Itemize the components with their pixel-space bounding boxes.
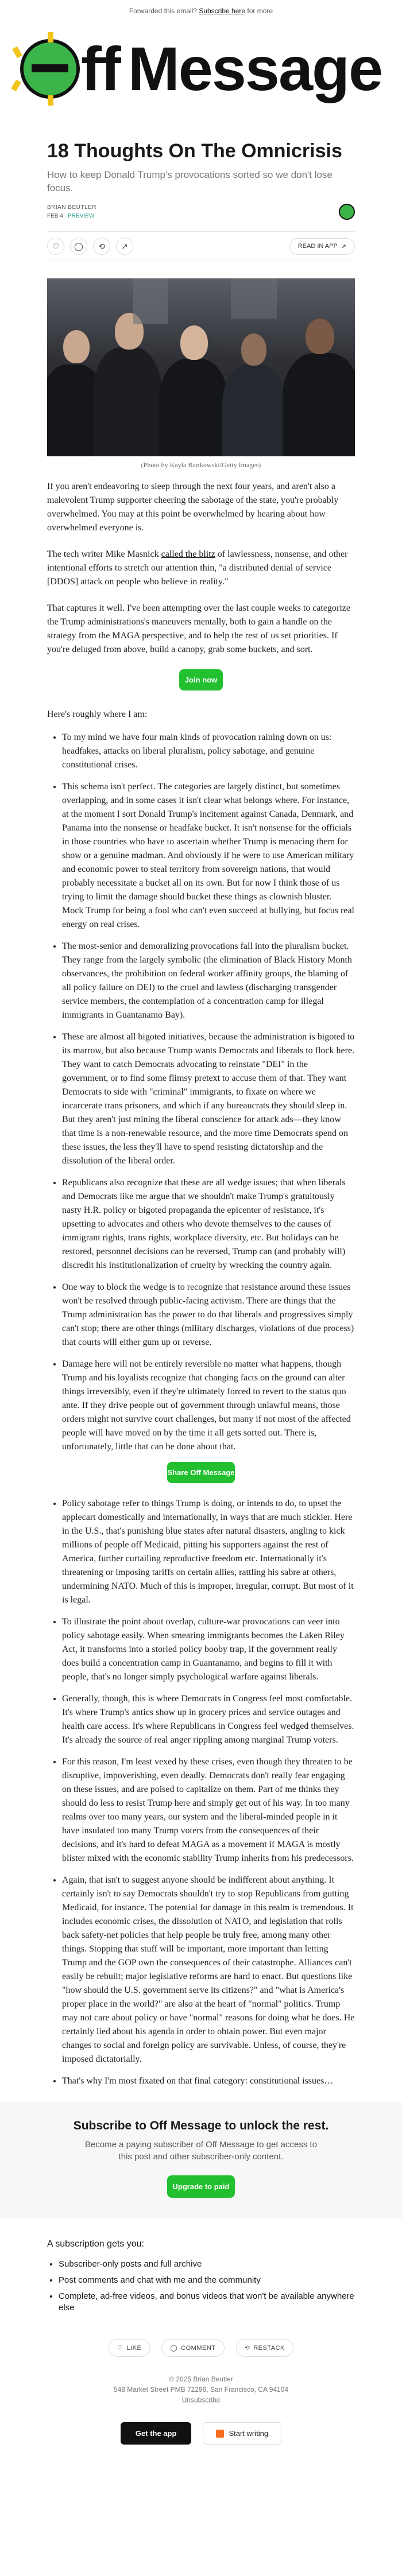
benefits-list — [47, 2259, 355, 2314]
restack-label: RESTACK — [253, 2344, 285, 2352]
avatar[interactable] — [339, 204, 355, 220]
roughly-where-text: Here's roughly where I am: — [47, 709, 148, 719]
intro-paragraph-1: If you aren't endeavoring to sleep through the next four years, and aren't also a malevolent Trump supporter cheering the sabotage of the state, you're probably overwhelmed. You may at this point be overwhelmed by hearing about how overwhelmed everyone is. — [47, 482, 339, 533]
article — [0, 140, 402, 2088]
called-the-blitz-link[interactable]: called the blitz — [161, 549, 215, 559]
forwarded-text: Forwarded this email? — [129, 7, 197, 15]
intro-2-end: of lawlessness, nonsense, and other intentional efforts to stretch our attention thin, "a distributed denial of service [DDOS] attack on people who believe in reality." — [47, 549, 348, 587]
thought-item: • Republicans also recognize that these are all wedge issues; that when liberals and Democrats like me argue that we shouldn't make Trump's gratuitously nasty H.R. policy or bigoted propaganda the epicenter of resistance, it's upsetting to advocates and others who devote themselves to the causes of immigrant rights, trans rights, workplace diversity, etc. But holidays can be restored, personnel decisions can be reversed, Trump can (and probably will) discredit his institutionalization of cruelty by wrecking the country again. — [62, 1176, 355, 1273]
subscribe-link[interactable]: Subscribe here — [199, 7, 246, 15]
post-action-bar — [47, 231, 355, 261]
bolt-icon — [48, 95, 53, 106]
thought-item: • That's why I'm most fixated on that final category: constitutional issues… — [62, 2074, 355, 2088]
date-text: FEB 4 — [47, 213, 63, 219]
benefit-item: • Subscriber-only posts and full archive — [59, 2259, 355, 2270]
paywall-title: Subscribe to Off Message to unlock the rest. — [73, 2119, 329, 2132]
thought-item: • These are almost all bigoted initiatives, because the administration is bigoted to its marrow, but also because Trump wants Democrats and liberals to flock here. They want to catch Democrats advocating to reinstate "DEI" in the government, or to find some flimsy pretext to accuse them of that. They want Democrats to side with "criminal" immigrants, to fixate on where we incarcerate trans prisoners, and which if any bureaucrats they should sleep in. But they aren't just mining the liberal conscience for attack ads—they know that time is a non-renewable resource, and the more time Democrats spend on these issues, the less they'll have to spend resisting dictatorship and the dissolution of the liberal order. — [62, 1030, 355, 1168]
thought-item: • For this reason, I'm least vexed by these crises, even though they threaten to be disruptive, impoverishing, even deadly. Democrats don't really fear engaging on these issues, and are poised to capitalize on them. Part of me thinks they should do less to resist Trump here and simply get out of his way. In too many realms over too many years, our system and the liberal-minded people in it have insulated too many Trump voters from the consequences of their decisions, and it's hard to defeat MAGA as a movement if MAGA is mostly blister mixed with the economic stability Trump inherits from his predecessors. — [62, 1755, 355, 1865]
thoughts-list — [47, 731, 355, 1454]
author-name[interactable]: BRIAN BEUTLER — [47, 204, 96, 211]
paywall-text: Become a paying subscriber of Off Message to get access to this post and other subscriber-only content. — [84, 2140, 318, 2162]
thought-item: • Again, that isn't to suggest anyone should be indifferent about anything. It certainly isn't to say Democrats shouldn't try to stop Republicans from gutting Medicaid, for instance. The potential for damage in this realm is tremendous. It includes economic crises, the dissolution of NATO, and legislation that rolls back safety-net policies that help people be truly free, among many other things. Stopping that stuff will be important, more important than letting Trump and the GOP own the consequences of their catastrophe. Alliances can't easily be rebuilt; major legislative reforms are hard to enact. But questions like "how should the U.S. government serve its citizens?" and "what is America's proper place in the world?" are also at the heart of "normal" politics. Trump may not care about policy or have "normal" reasons for doing what he does. He certainly lied about his agenda in order to obtain power. But even major changes to social and foreign policy are survivable. Unless, of course, they're imposed dictatorially. — [62, 1873, 355, 2066]
comment-icon[interactable]: ◯ — [70, 238, 87, 255]
byline — [47, 204, 355, 220]
logo-message: Message — [127, 34, 382, 103]
benefit-item: • Complete, ad-free videos, and bonus videos that won't be available anywhere else — [59, 2291, 355, 2314]
intro-paragraph-2 — [47, 548, 355, 589]
logo-ff: ff — [80, 34, 120, 103]
benefits-heading: A subscription gets you: — [47, 2239, 144, 2249]
share-icon[interactable]: ↗ — [116, 238, 133, 255]
thought-item: • Generally, though, this is where Democrats in Congress feel most comfortable. It's where Trump's antics show up in grocery prices and service outages and health care access. It's where Republicans in Congress feel wedged themselves. It's already the source of real anger rippling among marginal Trump voters. — [62, 1692, 355, 1747]
logo-o-mark — [20, 39, 80, 99]
footer-cta — [0, 2422, 402, 2445]
bolt-icon — [48, 32, 53, 42]
thought-item: • To my mind we have four main kinds of provocation raining down on us: headfakes, attacks on liberal pluralism, policy sabotage, and genuine constitutional crises. — [62, 731, 355, 772]
forwarded-banner — [0, 0, 402, 18]
like-label: LIKE — [126, 2344, 142, 2352]
comment-label: COMMENT — [181, 2344, 216, 2352]
subscription-benefits — [0, 2218, 402, 2314]
share-off-message-button[interactable]: Share Off Message — [167, 1462, 235, 1483]
external-link-icon: ↗ — [341, 243, 346, 250]
thought-item: • The most-senior and demoralizing provocations fall into the pluralism bucket. They range from the largely symbolic (the elimination of Black History Month observances, the prohibition on federal worker affinity groups, the blaming of all policy failure on DEI) to the cruel and lawless (discharging transgender service members, the contemplation of a concentration camp for illegal immigrants in Guantanamo Bay). — [62, 940, 355, 1022]
copyright: © 2025 Brian Beutler — [169, 2375, 233, 2383]
thought-item: • Damage here will not be entirely reversible no matter what happens, though Trump and his loyalists recognize that changing facts on the ground can alter things irreversibly, even if they're ultimately forced to revert to the status quo ante. If they drive people out of government through unlawful means, those orders might not survive court challenges, but many if not most of the affected people will have moved on by the time it all gets sorted out. There is, unfortunately, little that can be done about that. — [62, 1357, 355, 1454]
off-message-logo — [0, 29, 402, 109]
get-the-app-button[interactable]: Get the app — [121, 2422, 192, 2445]
post-title[interactable]: 18 Thoughts On The Omnicrisis — [47, 140, 342, 162]
paywall-box — [0, 2102, 402, 2218]
bolt-icon — [12, 46, 22, 59]
start-writing-label: Start writing — [229, 2429, 269, 2438]
start-writing-button[interactable] — [203, 2422, 281, 2445]
thought-item: • One way to block the wedge is to recognize that resistance around these issues won't be resolved through public-facing activism. There are things that the Trump administration has the power to do that liberals and progressives simply can't stop; there are other things (military discharges, violations of due process) that courts will either gum up or reverse. — [62, 1281, 355, 1349]
join-now-button[interactable]: Join now — [179, 669, 223, 690]
intro-paragraph-3: That captures it well. I've been attempting over the last couple weeks to categorize the Trump administrations's maneuvers mentally, both to gain a handle on the strategy from the MAGA perspective, and to help the rest of us set priorities. If you're deluged from above, build a canopy, grab some buckets, and sort. — [47, 603, 351, 654]
hero-photo — [47, 278, 355, 456]
restack-button[interactable] — [236, 2339, 293, 2357]
unsubscribe-link[interactable]: Unsubscribe — [181, 2396, 221, 2404]
footer-address — [0, 2374, 402, 2405]
footer-actions — [0, 2339, 402, 2357]
substack-logo-icon — [216, 2430, 224, 2438]
post-date: FEB 4 ∙ PREVIEW — [47, 213, 95, 219]
read-in-app-button[interactable] — [289, 238, 355, 255]
read-in-app-label: READ IN APP — [297, 243, 338, 250]
preview-label: PREVIEW — [68, 213, 95, 219]
restack-icon: ⟲ — [244, 2345, 250, 2352]
bolt-icon — [11, 80, 21, 92]
comment-button[interactable] — [161, 2339, 224, 2357]
like-button[interactable] — [109, 2339, 150, 2357]
restack-icon[interactable]: ⟲ — [93, 238, 110, 255]
heart-icon: ♡ — [117, 2345, 123, 2352]
thought-item: • To illustrate the point about overlap, culture-war provocations can veer into policy sabotage easily. When smearing immigrants becomes the Laken Riley Act, it transforms into a storied policy booby trap, if the government really does build a concentration camp in Guantanamo, and begins to fill it with people, that's no longer simply psychological warfare against liberals. — [62, 1615, 355, 1684]
post-subtitle: How to keep Donald Trump's provocations sorted so we don't lose focus. — [47, 169, 333, 193]
thoughts-list-continued — [47, 1497, 355, 2088]
intro-2-start: The tech writer Mike Masnick — [47, 549, 161, 559]
like-icon[interactable]: ♡ — [47, 238, 64, 255]
forwarded-suffix: for more — [247, 7, 273, 15]
comment-icon: ◯ — [170, 2345, 178, 2352]
thought-item: • This schema isn't perfect. The categories are largely distinct, but sometimes overlapping, and in some cases it isn't clear what belongs where. For instance, at the moment I sort Donald Trump's incitement against Canada, Denmark, and Panama into the nonsense or headfake bucket. It isn't nonsense for the officials in those countries who have to ascertain whether Trump is menacing them for show or a genuine madman. And obviously if he were to use American military and economic power to steal territory from sovereign nations, that would probably necessitate a bucket all on its own. But for now I think those of us trying to limit the damage should bucket these things as clownish bluster. Mock Trump for being a fool who can't even succeed at bullying, but focus real energy on real crises. — [62, 780, 355, 932]
benefit-item: • Post comments and chat with me and the community — [59, 2275, 355, 2286]
mailing-address: 548 Market Street PMB 72296, San Francisco, CA 94104 — [113, 2385, 289, 2393]
photo-caption: (Photo by Kayla Bartkowski/Getty Images) — [141, 461, 261, 469]
upgrade-to-paid-button[interactable]: Upgrade to paid — [167, 2175, 235, 2198]
thought-item: • Policy sabotage refer to things Trump is doing, or intends to do, to upset the applecart domestically and internationally, in ways that are much stickier. Here in the U.S., that's punishing blue states after natural disasters, angling to kick millions of people off Medicaid, pitting his supporters against the rest of America, further curtailing reproductive freedom etc. Internationally it's threatening or imposing tariffs on certain allies, rattling his sabre at others, undermining NATO. Much of this is improper, irregular, corrupt. But most of it is legal. — [62, 1497, 355, 1607]
